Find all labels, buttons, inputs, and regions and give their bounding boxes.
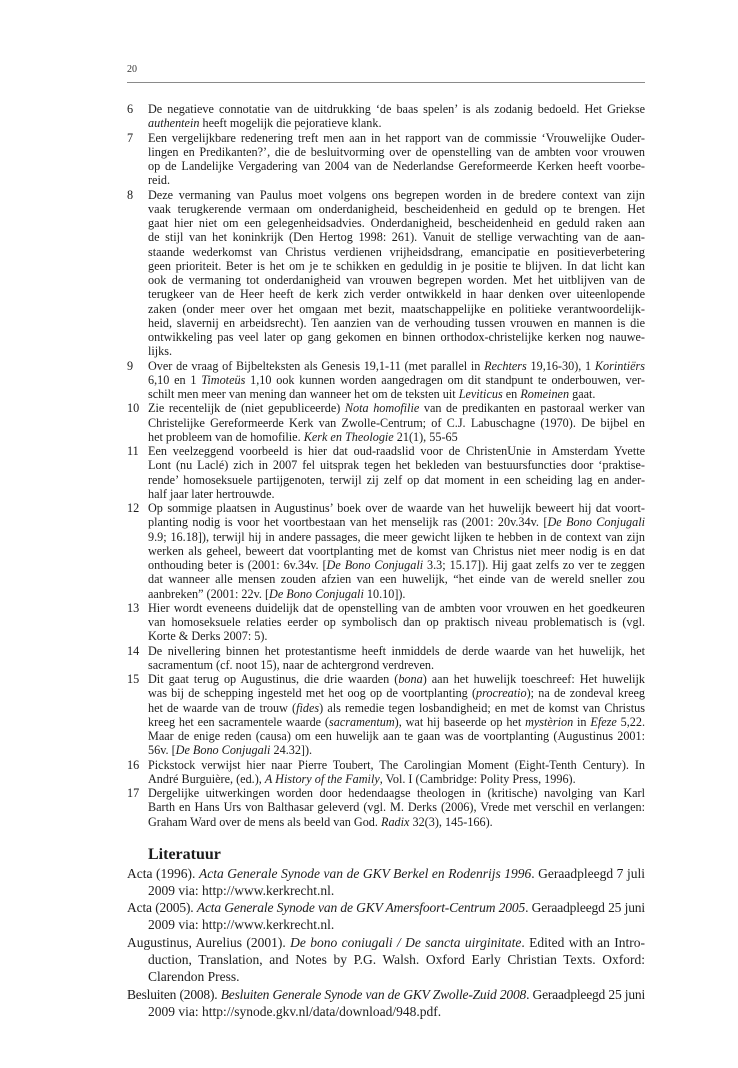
italic-text: Radix xyxy=(381,814,410,829)
text-run: staande wederkomst van Christus verdienen vrijheidsdrang, emancipatie en positieverbetering xyxy=(148,244,645,259)
footnote-line xyxy=(148,273,645,287)
text-run: van homoseksuele relaties eerder op symbolisch dan op praktisch niveau problematisch is (vgl. xyxy=(148,615,645,629)
footnote-line xyxy=(148,786,645,800)
footnote-line xyxy=(148,316,645,330)
bibliography-section xyxy=(127,865,645,1021)
footnote-line xyxy=(148,202,645,216)
text-run: Dit gaat terug op Augustinus, die drie waarden ( xyxy=(148,672,399,686)
footnote-line xyxy=(148,501,645,515)
text-run: 3.3; 15.17]). Hij gaat zelfs zo ver te zeggen xyxy=(423,558,645,572)
bibliography-line xyxy=(127,986,645,1003)
bibliography-line xyxy=(148,882,645,899)
footnote-line xyxy=(148,245,645,259)
footnote-number: 7 xyxy=(127,130,134,145)
text-run: werken als geheel, beweert dat voortplanting met de komst van Christus niet meer nodig is en dat xyxy=(148,543,645,558)
italic-text: De bono coniugali / De sancta uirginitate xyxy=(290,934,522,950)
footnote-line xyxy=(148,444,645,458)
footnote-line xyxy=(148,743,645,757)
text-run: Hier wordt eveneens duidelijk dat de openstelling van de ambten voor vrouwen en het goedkeuren xyxy=(148,600,645,615)
italic-text: Korintiërs xyxy=(594,358,645,373)
text-run: De negatieve connotatie van de uitdrukking ‘de baas spelen’ is als zodanig bedoeld. Het Griekse xyxy=(148,102,645,116)
footnote-text xyxy=(148,401,645,444)
bibliography-line xyxy=(148,1003,645,1020)
footnote-line xyxy=(148,401,645,415)
text-run: 10.10]). xyxy=(363,586,406,601)
footnote xyxy=(127,359,645,402)
footnote-number: 17 xyxy=(127,786,140,800)
footnote-line xyxy=(148,116,645,130)
footnote-line xyxy=(148,644,645,658)
italic-text: Nota homofilie xyxy=(344,401,420,416)
text-run: zaken (onder meer over het omgaan met bezit, maatschappelijke en politieke verantwoordelijk- xyxy=(148,301,645,316)
footnote-line xyxy=(148,287,645,301)
footnote-text xyxy=(148,601,645,644)
text-run: Clarendon Press. xyxy=(148,969,240,985)
footnote-line xyxy=(148,615,645,629)
text-run: 5,22. xyxy=(616,714,646,729)
footnote-line xyxy=(148,302,645,316)
text-run: reid. xyxy=(148,173,170,188)
text-run: dat wanneer alle mensen zouden afzien van een huwelijk, “het einde van de wereld sneller zou xyxy=(148,572,645,587)
text-run: was bij de schepping ingesteld met het oog op de voortplanting ( xyxy=(148,686,477,701)
text-run: 2009 via: http://synode.gkv.nl/data/download/948.pdf. xyxy=(148,1003,442,1019)
bibliography-entry xyxy=(127,865,645,900)
text-run: ontwikkeling pas veel later op gang gekomen en binnen orthodox-christelijke kerken nog nauwe- xyxy=(148,330,645,344)
italic-text: Rechters xyxy=(484,358,527,373)
italic-text: Romeinen xyxy=(520,387,570,401)
text-run: rende’ homoseksuele partijgenoten, terwijl zij zelf op dat moment in een scheiding lag en ander- xyxy=(148,472,645,487)
text-run: Acta (2005). xyxy=(127,900,197,916)
text-run: van de predikanten en pastoraal werker van xyxy=(419,401,645,416)
text-run: planting nodig is voor het voortbestaan van het menselijk ras (2001: 20v.34v. [ xyxy=(148,515,548,530)
bibliography-entry xyxy=(127,934,645,986)
bibliography-line xyxy=(127,899,645,916)
text-run: de stijl van het koninkrijk (Den Hertog 1998: 261). Vanuit de stellige verwachting van de aan- xyxy=(148,230,645,245)
footnote-line xyxy=(148,544,645,558)
footnote-line xyxy=(148,515,645,529)
text-run: 2009 via: http://www.kerkrecht.nl. xyxy=(148,917,335,933)
text-run: Acta (1996). xyxy=(127,865,199,881)
bibliography-line xyxy=(127,865,645,882)
footnote-line xyxy=(148,259,645,273)
footnote-line xyxy=(148,772,645,786)
italic-text: Acta Generale Synode van de GKV Berkel en Rodenrijs 1996 xyxy=(198,865,532,881)
bibliography-line xyxy=(148,916,645,933)
text-run: Een vergelijkbare redenering treft men aan in het rapport van de commissie ‘Vrouwelijke Ouder- xyxy=(148,130,645,145)
text-run: half jaar later hertrouwde. xyxy=(148,486,275,501)
text-run: 21(1), 55-65 xyxy=(393,429,458,444)
footnote-text xyxy=(148,359,645,402)
text-run: terugkeer van de Heer heeft de kerk zich verder ontwikkeld in haar denken over uiteenlopende xyxy=(148,287,645,302)
footnote-line xyxy=(148,473,645,487)
footnote-line xyxy=(148,344,645,358)
text-run: en xyxy=(502,387,521,401)
footnote-number: 10 xyxy=(127,401,140,416)
bibliography-entry xyxy=(127,986,645,1021)
footnote-text xyxy=(148,786,645,829)
text-run: gaat hier niet om een gelegenheidsadvies. Onderdanigheid, bescheidenheid en geduld raken aan xyxy=(148,216,645,230)
footnote-text xyxy=(148,102,645,131)
text-run: 1,10 ook kunnen worden aangedragen om dit standpunt te onderbouwen, ver- xyxy=(245,372,645,387)
footnote-number: 9 xyxy=(127,358,134,373)
footnote xyxy=(127,188,645,359)
footnote-text xyxy=(148,644,645,673)
footnote-line xyxy=(148,530,645,544)
text-run: op de Landelijke Vergadering van 2004 van de Nederlandse Gereformeerde Kerken heeft voorbe- xyxy=(148,159,645,173)
text-run: duction, Translation, and Notes by P.G. Walsh. Oxford Early Christian Texts. Oxford: xyxy=(148,951,645,967)
footnote-line xyxy=(148,601,645,615)
footnote-number: 6 xyxy=(127,102,134,116)
text-run: Maar de enige reden (causa) om een huwelijk aan te gaan was de voortplanting (Augustinus 2001: xyxy=(148,729,645,743)
italic-text: fides xyxy=(296,700,320,715)
footnote-line xyxy=(148,359,645,373)
footnote-text xyxy=(148,131,645,188)
text-run: ); na de zondeval kreeg xyxy=(526,686,645,701)
footnote-line xyxy=(148,430,645,444)
text-run: , Vol. I (Cambridge: Polity Press, 1996). xyxy=(379,771,576,786)
footnote xyxy=(127,501,645,601)
text-run: lijks. xyxy=(148,344,173,359)
text-run: Besluiten (2008). xyxy=(127,986,221,1002)
footnote-line xyxy=(148,629,645,643)
text-run: Graham Ward over de mens als beeld van God. xyxy=(148,814,381,829)
footnote-line xyxy=(148,729,645,743)
footnote-line xyxy=(148,387,645,401)
text-run: het probleem van de homofilie. xyxy=(148,429,304,444)
text-run: heid, slavernij en arbeidsrecht). Ten aanzien van de verhouding tussen vrouwen en mannen is die xyxy=(148,315,645,330)
text-run: in xyxy=(573,714,591,729)
footnote-number: 12 xyxy=(127,501,140,515)
footnote-text xyxy=(148,672,645,758)
italic-text: A History of the Family xyxy=(264,771,380,786)
footnote xyxy=(127,644,645,673)
footnote-line xyxy=(148,686,645,700)
italic-text: Kerk en Theologie xyxy=(303,429,394,444)
text-run: . Geraadpleegd 25 juni xyxy=(526,986,645,1002)
text-run: . Geraadpleegd 25 juni xyxy=(525,900,645,916)
footnote-text xyxy=(148,501,645,601)
italic-text: Timoteüs xyxy=(201,372,246,387)
text-run: het de waarde van de trouw ( xyxy=(148,700,297,715)
text-run: vaak terugkerende vermaan om onderdanigheid, bescheidenheid en geduld op te brengen. Het xyxy=(148,201,645,216)
text-run: Pickstock verwijst hier naar Pierre Toubert, The Carolingian Moment (Eight-Tenth Century). In xyxy=(148,757,645,772)
footnote xyxy=(127,102,645,131)
text-run: ) als remedie tegen losbandigheid; en met de komst van Christus xyxy=(319,700,645,715)
footnote-line xyxy=(148,416,645,430)
text-run: . Edited with an Intro- xyxy=(521,934,645,950)
footnote xyxy=(127,131,645,188)
text-run: 2009 via: http://www.kerkrecht.nl. xyxy=(148,882,335,898)
footnote-line xyxy=(148,145,645,159)
bibliography-line xyxy=(127,934,645,951)
text-run: Zie recentelijk de (niet gepubliceerde) xyxy=(148,401,345,416)
italic-text: De Bono Conjugali xyxy=(269,586,364,601)
footnote xyxy=(127,786,645,829)
footnote-text xyxy=(148,188,645,359)
text-run: onthouding beter is (2001: 6v.34v. [ xyxy=(148,558,327,572)
text-run: gaat. xyxy=(569,387,596,401)
footnote-number: 8 xyxy=(127,187,134,202)
footnote-line xyxy=(148,815,645,829)
footnote-line xyxy=(148,131,645,145)
footnote-line xyxy=(148,587,645,601)
italic-text: mystèrion xyxy=(525,714,574,729)
footnote-line xyxy=(148,487,645,501)
italic-text: De Bono Conjugali xyxy=(175,743,271,758)
italic-text: De Bono Conjugali xyxy=(326,558,424,572)
text-run: Deze vermaning van Paulus moet volgens ons begrepen worden in de bredere context van zijn xyxy=(148,187,645,202)
text-run: Over de vraag of Bijbelteksten als Genesis 19,1-11 (met parallel in xyxy=(148,358,485,373)
header-rule xyxy=(127,82,645,83)
italic-text: procreatio xyxy=(476,686,527,701)
text-run: aanbreken” (2001: 22v. [ xyxy=(148,586,270,601)
italic-text: authentein xyxy=(148,116,200,131)
text-run: ook de vermaning tot onderdanigheid van vrouwen begrepen worden. Met het uitblijven van de xyxy=(148,273,645,287)
text-run: Christelijke Gereformeerde Kerk van Zwolle-Centrum; of C.J. Labuschagne (1970). De bijbel en xyxy=(148,415,645,430)
footnote-line xyxy=(148,758,645,772)
text-run: sacramentum (cf. noot 15), naar de achtergrond verdreven. xyxy=(148,657,435,672)
footnote-line xyxy=(148,230,645,244)
text-run: 19,16-30), 1 xyxy=(526,358,595,373)
footnotes-section xyxy=(127,102,645,829)
footnote-line xyxy=(148,373,645,387)
text-run: 6,10 en 1 xyxy=(148,372,202,387)
footnote-line xyxy=(148,701,645,715)
footnote xyxy=(127,444,645,501)
italic-text: Acta Generale Synode van de GKV Amersfoort-Centrum 2005 xyxy=(196,900,526,916)
footnote-line xyxy=(148,330,645,344)
text-run: Barth en Hans Urs von Balthasar geleverd (vgl. M. Derks (2006), Vrede met verschil en verlangen: xyxy=(148,800,645,815)
text-run: 24.32]). xyxy=(270,743,313,758)
footnote xyxy=(127,401,645,444)
text-run: ) aan het huwelijk toeschreef: Het huwelijk xyxy=(422,672,645,686)
text-run: André Burguière, (ed.), xyxy=(148,771,265,786)
bibliography-line xyxy=(148,968,645,985)
footnote xyxy=(127,758,645,787)
text-run: Lont (nu Laclé) zich in 2007 fel uitsprak tegen het bekleden van bestuursfuncties door ‘praktise- xyxy=(148,458,645,473)
text-run: schilt men meer van mening dan wanneer het om de teksten uit xyxy=(148,387,459,401)
footnote-line xyxy=(148,188,645,202)
bibliography-line xyxy=(148,951,645,968)
footnote-line xyxy=(148,715,645,729)
text-run: geen prioriteit. Beter is het om je te schikken en geduldig in je positie te blijven. In dat licht kan xyxy=(148,258,645,273)
text-run: heeft mogelijk die pejoratieve klank. xyxy=(199,116,382,131)
text-run: 32(3), 145-166). xyxy=(409,814,493,829)
text-run: De nivellering binnen het protestantisme heeft inmiddels de derde waarde van het huwelijk, het xyxy=(148,643,645,658)
text-run: Korte & Derks 2007: 5). xyxy=(148,629,268,644)
page-number: 20 xyxy=(127,64,137,75)
text-run: lingen en Predikanten?’, die de besluitvorming over de openstelling van de ambten voor vrouwen xyxy=(148,144,645,159)
footnote-line xyxy=(148,173,645,187)
footnote-line xyxy=(148,458,645,472)
footnote-number: 13 xyxy=(127,600,140,615)
text-run: Een veelzeggend voorbeeld is hier dat oud-raadslid voor de ChristenUnie in Amsterdam Yvette xyxy=(148,444,645,458)
footnote-number: 15 xyxy=(127,672,140,686)
bibliography-entry xyxy=(127,899,645,934)
footnote-line xyxy=(148,800,645,814)
footnote-text xyxy=(148,444,645,501)
footnote-line xyxy=(148,159,645,173)
footnote-number: 16 xyxy=(127,757,140,772)
footnote-line xyxy=(148,216,645,230)
bibliography-heading: Literatuur xyxy=(148,846,221,863)
footnote-line xyxy=(148,572,645,586)
footnote-line xyxy=(148,102,645,116)
footnote-number: 11 xyxy=(127,444,139,458)
text-run: 9.9; 16.18]), terwijl hij in andere passages, die meer gewicht lijken te hebben in de context van zijn xyxy=(148,529,645,544)
text-run: . Geraadpleegd 7 juli xyxy=(531,865,645,881)
text-run: ), wat hij baseerde op het xyxy=(394,714,526,729)
footnote-line xyxy=(148,658,645,672)
italic-text: sacramentum xyxy=(329,714,395,729)
text-run: Dergelijke uitwerkingen worden door hedendaagse theologen in (kritische) navolging van Karl xyxy=(148,786,645,800)
footnote xyxy=(127,601,645,644)
text-run: Augustinus, Aurelius (2001). xyxy=(127,934,291,950)
footnote-line xyxy=(148,558,645,572)
italic-text: Besluiten Generale Synode van de GKV Zwolle-Zuid 2008 xyxy=(220,986,527,1002)
italic-text: Leviticus xyxy=(458,387,503,401)
text-run: 56v. [ xyxy=(148,743,176,758)
footnote-text xyxy=(148,758,645,787)
footnote-number: 14 xyxy=(127,643,140,658)
italic-text: Efeze xyxy=(590,714,617,729)
italic-text: De Bono Conjugali xyxy=(547,515,645,530)
text-run: Op sommige plaatsen in Augustinus’ boek over de waarde van het huwelijk beweert hij dat voort- xyxy=(148,501,645,515)
footnote-line xyxy=(148,672,645,686)
footnote xyxy=(127,672,645,758)
text-run: kreeg het een sacramentele waarde ( xyxy=(148,714,329,729)
italic-text: bona xyxy=(398,672,423,686)
